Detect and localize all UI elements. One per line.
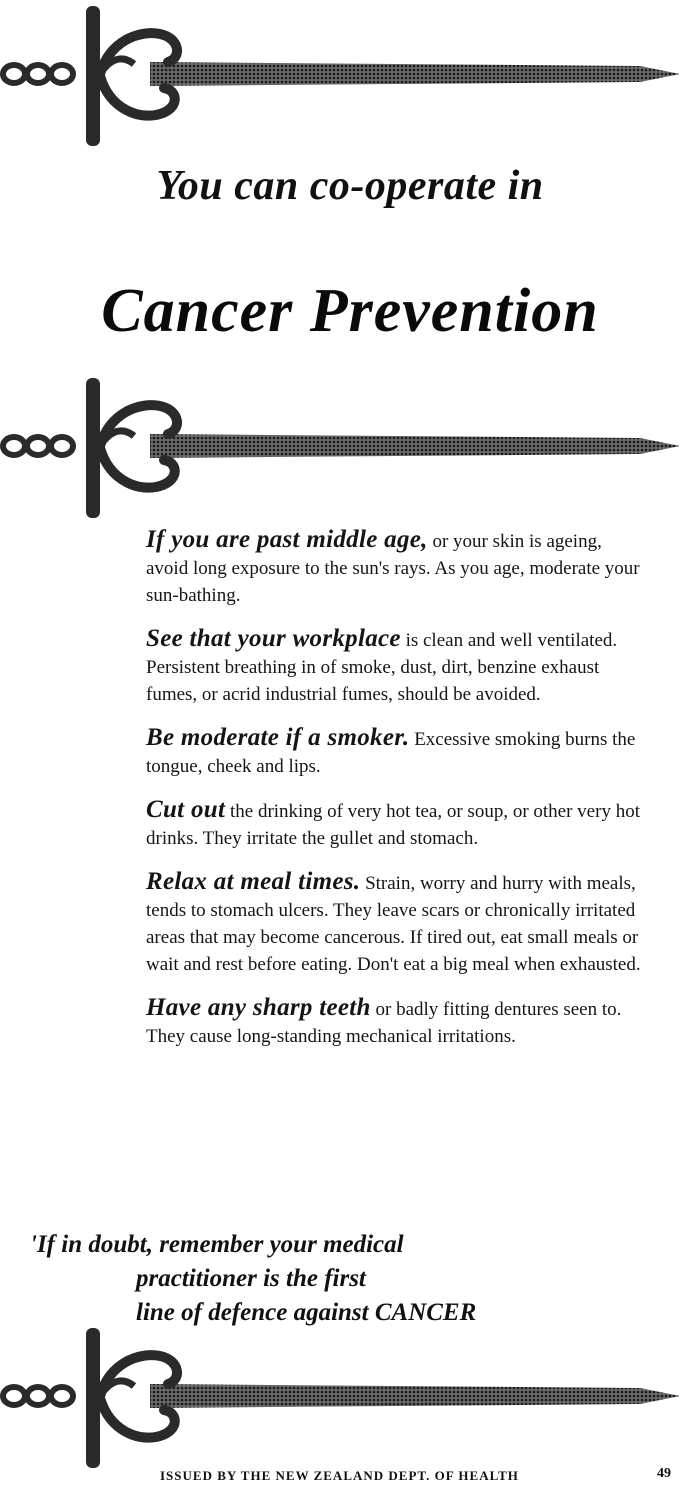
tip-lead: Cut out <box>146 796 226 823</box>
tip-body: the drinking of very hot tea, or soup, or other very hot drinks. They irritate the gullet and stomach. <box>146 801 640 849</box>
tip-smoking <box>146 724 646 780</box>
tip-body: or badly fitting dentures seen to. They cause long-standing mechanical irritations. <box>146 999 622 1047</box>
page-number: 49 <box>657 1466 671 1481</box>
tip-body: Strain, worry and hurry with meals, tends to stomach ulcers. They leave scars or chronically irritated areas that may become cancerous. If tired out, eat small meals or wait and rest before eating. Don't eat a big meal when exhausted. <box>146 873 641 975</box>
page-title: Cancer Prevention <box>101 277 599 345</box>
tip-lead: Be moderate if a smoker. <box>146 724 410 751</box>
tip-body: Excessive smoking burns the tongue, cheek and lips. <box>146 729 636 777</box>
sword-icon <box>0 372 700 522</box>
tip-lead: Have any sharp teeth <box>146 994 371 1021</box>
sword-icon <box>0 1322 700 1472</box>
tip-lead: If you are past middle age, <box>146 526 428 553</box>
closing-line-3: line of defence against CANCER <box>136 1299 477 1326</box>
subtitle: You can co-operate in <box>156 163 544 209</box>
advice-list <box>146 526 646 1066</box>
tip-meal-times <box>146 868 646 978</box>
tip-lead: See that your workplace <box>146 625 401 652</box>
closing-line-1: 'If in doubt, remember your medical <box>30 1231 404 1258</box>
closing-line-2: practitioner is the first <box>136 1265 366 1292</box>
tip-lead: Relax at meal times. <box>146 868 361 895</box>
tip-workplace <box>146 625 646 708</box>
sword-ornament-bottom <box>0 1322 700 1482</box>
tip-hot-drinks <box>146 796 646 852</box>
sword-ornament-middle <box>0 372 700 532</box>
closing-statement <box>30 1228 476 1330</box>
sword-icon <box>0 0 700 150</box>
tip-sharp-teeth <box>146 994 646 1050</box>
tip-body: or your skin is ageing, avoid long exposure to the sun's rays. As you age, moderate your sun-bathing. <box>146 531 640 606</box>
sword-ornament-top <box>0 0 700 160</box>
tip-body: is clean and well ventilated. Persistent breathing in of smoke, dust, dirt, benzine exhaust fumes, or acrid industrial fumes, should be avoided. <box>146 630 618 705</box>
issued-by-credit: ISSUED BY THE NEW ZEALAND DEPT. OF HEALTH <box>160 1468 519 1483</box>
tip-sun-exposure <box>146 526 646 609</box>
